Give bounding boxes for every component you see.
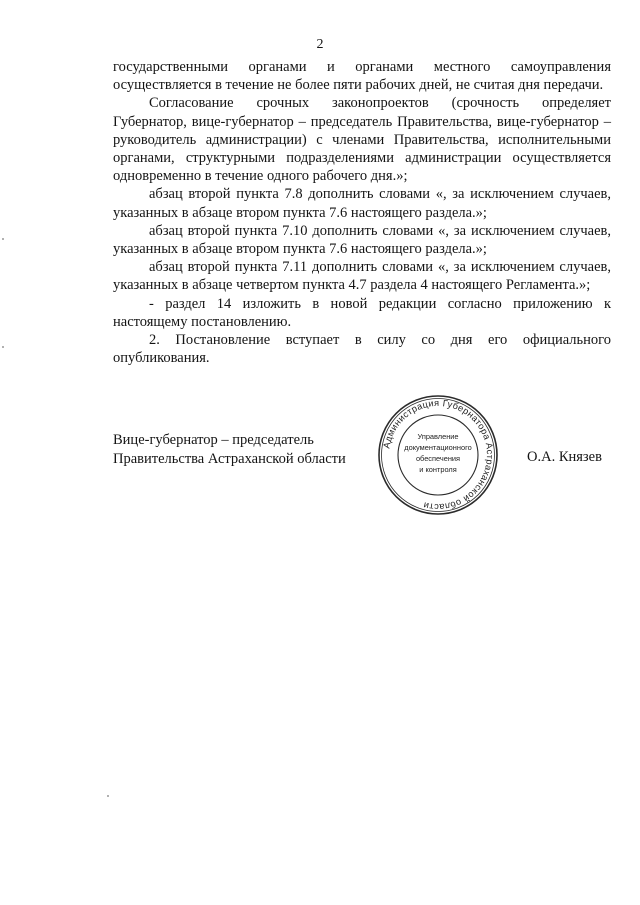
signatory-position: [113, 431, 346, 468]
paragraph-continuation: государственными органами и органами местного самоуправления осуществляется в течение не более пяти рабочих дней, не считая дня передачи.: [113, 59, 611, 94]
stamp-center-line-2: документационного: [404, 443, 472, 452]
scan-speck: [107, 795, 109, 797]
scan-speck: [2, 238, 4, 240]
stamp-center-line-4: и контроля: [419, 465, 457, 474]
signatory-position-line-2: Правительства Астраханской области: [113, 450, 346, 467]
paragraph-urgent-bills: Согласование срочных законопроектов (срочность определяет Губернатор, вице-губернатор – председатель Правительства, вице-губернатор – руководитель администрации) с членами Правительства, исполнительными органами, структурными подразделениями администрации осуществляется одновременно в течение одного рабочего дня.»;: [113, 95, 611, 185]
page-number: 2: [316, 37, 324, 52]
stamp-center-line-1: Управление: [417, 432, 459, 441]
paragraph-amend-7-8: абзац второй пункта 7.8 дополнить словами «, за исключением случаев, указанных в абзаце втором пункта 7.6 настоящего раздела.»;: [113, 186, 611, 221]
paragraph-effective-date: 2. Постановление вступает в силу со дня его официального опубликования.: [113, 332, 611, 367]
scan-speck: [2, 346, 4, 348]
paragraph-amend-7-10: абзац второй пункта 7.10 дополнить словами «, за исключением случаев, указанных в абзаце втором пункта 7.6 настоящего раздела.»;: [113, 222, 611, 258]
stamp-center-line-3: обеспечения: [415, 454, 461, 463]
document-body: [113, 58, 611, 367]
stamp-ring-text: Администрация Губернатора Астраханской области: [381, 397, 496, 513]
signatory-name: О.А. Князев: [527, 449, 602, 465]
official-stamp: [376, 393, 500, 517]
signatory-position-line-1: Вице-губернатор – председатель: [113, 432, 314, 448]
paragraph-section-14: - раздел 14 изложить в новой редакции согласно приложению к настоящему постановлению.: [113, 295, 611, 330]
paragraph-amend-7-11: абзац второй пункта 7.11 дополнить словами «, за исключением случаев, указанных в абзаце четвертом пункта 4.7 раздела 4 настоящего Регламента.»;: [113, 259, 611, 294]
